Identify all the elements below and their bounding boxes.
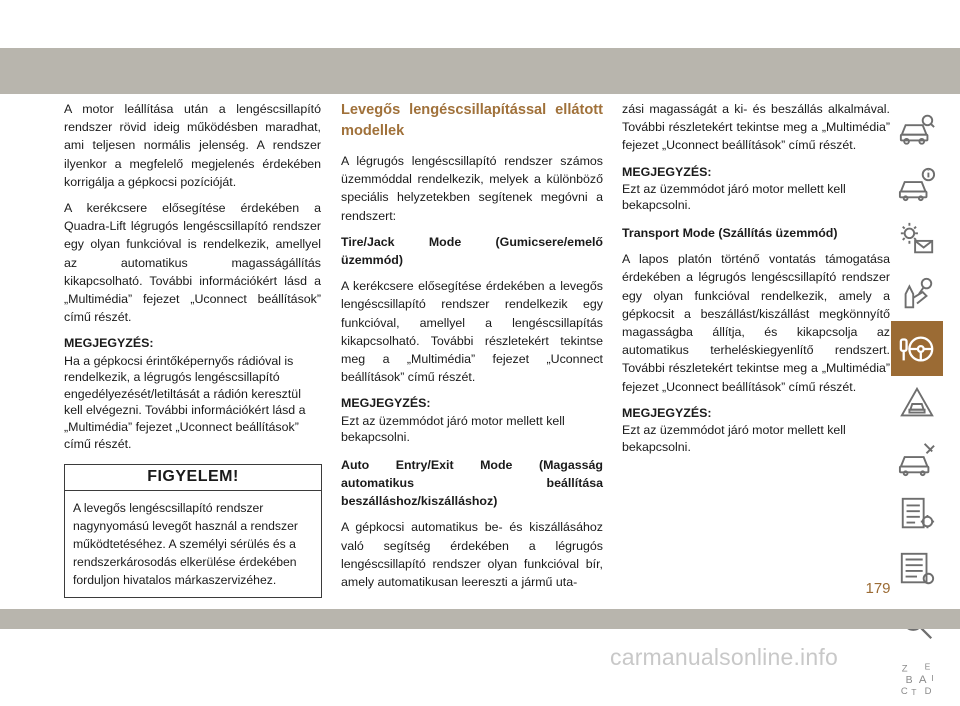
column-left [64,100,321,598]
top-band [0,48,960,94]
car-search-icon [898,110,936,148]
settings-list-icon [898,550,936,588]
index-letter: T [911,686,917,697]
paragraph: A kerékcsere elősegítése érdekében a levegős lengéscsillapító rendszer rendelkezik egy funkcióval, amellyel a lengéscsillapítás kikapcsolható. További részletekért tekintse meg a „Multimédia” fejezet „Uconnect beállítások” című részét. [341,279,603,385]
column-right [622,100,890,465]
tab-car-info[interactable] [891,156,943,211]
note-heading: MEGJEGYZÉS: [341,396,431,411]
paragraph: A légrugós lengéscsillapító rendszer számos üzemmóddal rendelkezik, melyek a különböző speciális helyzetekben segítenek megóvni a rendszert: [341,154,603,223]
wrench-car-icon [898,440,936,478]
tab-wrench-car[interactable] [891,431,943,486]
page-number: 179 [865,580,891,597]
warning-car-icon [898,385,936,423]
note-body: Ezt az üzemmódot járó motor mellett kell bekapcsolni. [341,413,565,445]
mode-title: Tire/Jack Mode (Gumicsere/emelő üzemmód) [341,234,603,268]
warning-box [64,464,322,598]
note-body: Ha a gépkocsi érintőképernyős rádióval is rendelkezik, a légrugós lengéscsillapító engedélyezését/letiltását a rádión keresztül kell elvégezni. További információkért lásd a „Multimédia” fejezet „Uconnect beállítások” című részét. [64,353,306,451]
tab-light-message[interactable] [891,211,943,266]
index-letter: C [900,685,908,697]
hand-key-icon [898,275,936,313]
column-middle [341,100,603,599]
section-heading: Levegős lengéscsillapítással ellátott modellek [341,102,603,139]
tab-spec-list[interactable] [891,486,943,541]
tab-car-search[interactable] [891,101,943,156]
index-letter: D [924,685,932,697]
tab-index[interactable] [891,651,943,706]
tab-settings-list[interactable] [891,541,943,596]
note-heading: MEGJEGYZÉS: [622,164,712,179]
steering-wheel-icon [898,330,936,368]
tab-hand-key[interactable] [891,266,943,321]
paragraph: zási magasságát a ki- és beszállás alkalmával. További részletekért tekintse meg a „Multimédia” fejezet „Uconnect beállítások” című részét. [622,102,890,153]
note-body: Ezt az üzemmódot járó motor mellett kell bekapcsolni. [622,181,846,213]
paragraph: A kerékcsere elősegítése érdekében a Quadra-Lift légrugós lengéscsillapító rendszer egy olyan funkcióval is rendelkezik, amellyel az automatikus magasságállítás kikapcsolható. További információkért lásd a „Multimédia” fejezet „Uconnect beállítások” című részét. [64,201,321,325]
warning-title: FIGYELEM! [65,465,321,491]
index-letter: E [924,661,931,671]
index-letter: Z [901,662,908,674]
paragraph: A gépkocsi automatikus be- és kiszállásához való segítség érdekében a légrugós lengéscsillapító rendszer olyan funkcióval bír, amely automatikusan leereszti a jármű uta- [341,520,603,590]
index-letter: I [931,672,934,683]
tab-steering-wheel[interactable] [891,321,943,376]
watermark: carmanualsonline.info [610,644,838,670]
note-heading: MEGJEGYZÉS: [622,405,712,420]
note-heading: MEGJEGYZÉS: [64,336,154,351]
light-message-icon [898,220,936,258]
note-body: Ezt az üzemmódot járó motor mellett kell bekapcsolni. [622,423,846,454]
paragraph: A lapos platón történő vontatás támogatása érdekében a légrugós lengéscsillapító rendszer egy olyan funkcióval rendelkezik, amely a gépkocsit a beszállást/kiszállást megkönnyítő magasságba állítja, és kikapcsolja az automatikus terheléskiegyenlítő rendszert. További részletekért tekintse meg a „Multimédia” fejezet „Uconnect beállítások” című részét. [622,252,890,394]
spec-list-icon [898,495,936,533]
warning-body: A levegős lengéscsillapító rendszer nagynyomású levegőt használ a rendszer működtetéséhez. A személyi sérülés és a rendszerkárosodás elkerülése érdekében forduljon hivatalos márkaszervizéhez. [73,501,298,588]
car-info-icon [898,165,936,203]
tab-warning-car[interactable] [891,376,943,431]
index-letters-icon [898,660,936,698]
index-letter: A [918,673,927,686]
mode-title: Auto Entry/Exit Mode (Magasság automatikus beállítása beszálláshoz/kiszálláshoz) [341,457,603,509]
mode-title: Transport Mode (Szállítás üzemmód) [622,226,838,240]
index-letter: B [905,674,913,686]
bottom-band [0,609,960,629]
paragraph: A motor leállítása után a lengéscsillapító rendszer rövid ideig működésben maradhat, ami teljesen normális jelenség. A rendszer ilyenkor a megfelelő megjelenés érdekében korrigálja a gépkocsi pozícióját. [64,102,321,189]
